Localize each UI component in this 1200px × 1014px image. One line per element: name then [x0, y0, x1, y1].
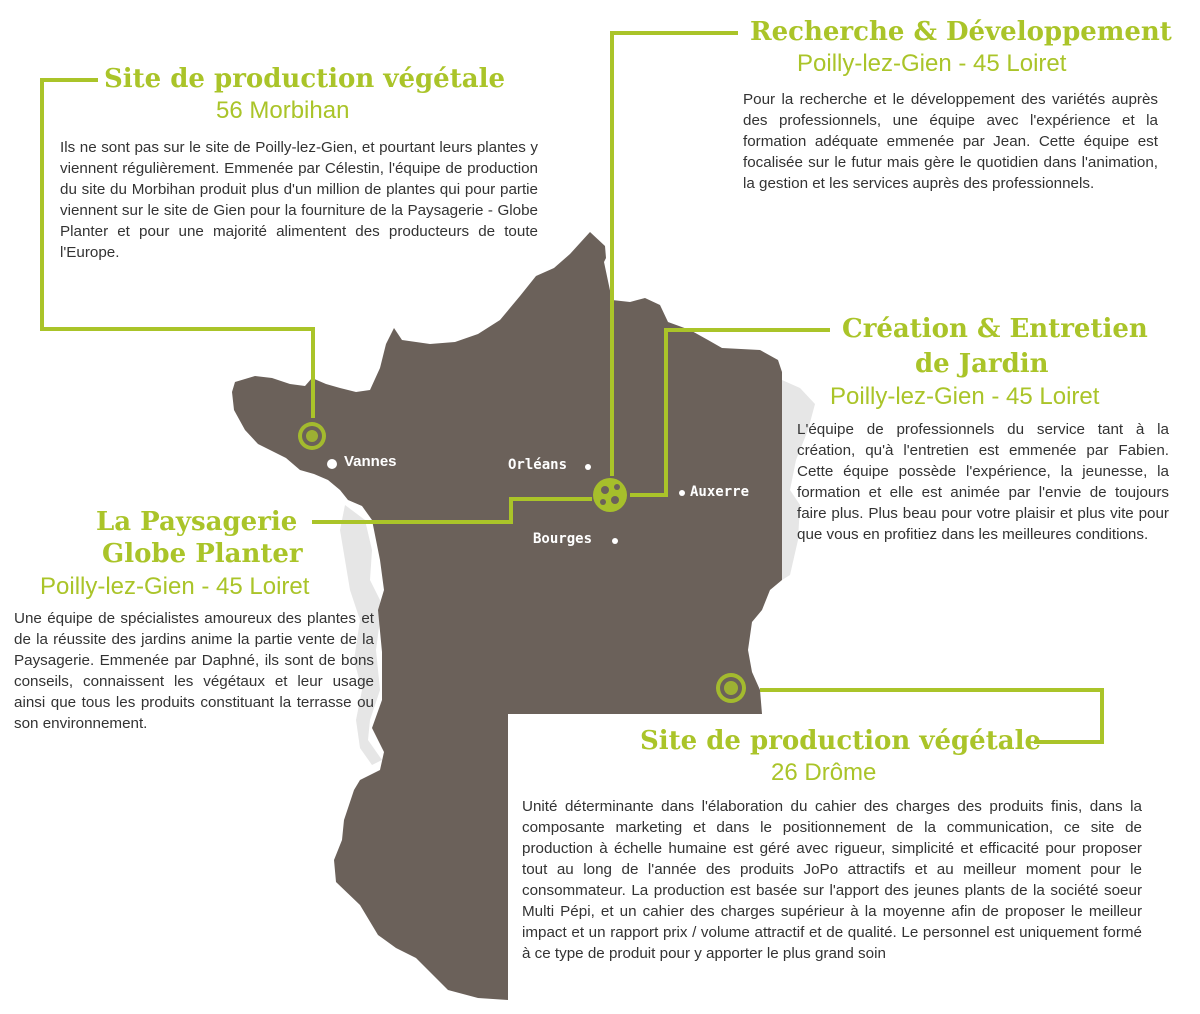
paysagerie-text: Une équipe de spécialistes amoureux des plantes et de la réussite des jardins anime la partie vente de la Paysagerie. Emmenée par Daphné, ils sont de bons conseils, connaissent les végétaux et leur usage ainsi que tous les produits constituant la terrasse ou son environnement.	[14, 610, 374, 732]
orleans-dot	[585, 464, 591, 470]
drome-title: Site de production végétale	[640, 726, 1041, 756]
city-auxerre: Auxerre	[690, 484, 750, 500]
creation-title-line1: Création & Entretien	[842, 314, 1148, 344]
morbihan-title: Site de production végétale	[104, 64, 505, 94]
vannes-dot	[327, 459, 337, 469]
paysagerie-title-line2: Globe Planter	[102, 539, 303, 569]
rd-subtitle: Poilly-lez-Gien - 45 Loiret	[797, 50, 1067, 77]
city-orleans: Orléans	[508, 457, 568, 473]
paysagerie-subtitle: Poilly-lez-Gien - 45 Loiret	[40, 573, 310, 600]
auxerre-dot	[679, 490, 685, 496]
marker-morbihan	[298, 422, 326, 450]
paysagerie-title-line1: La Paysagerie	[96, 507, 298, 537]
city-vannes: Vannes	[344, 453, 397, 470]
creation-title-line2: de Jardin	[915, 349, 1049, 379]
creation-text: L'équipe de professionnels du service tant à la création, qu'à l'entretien est emmenée par Fabien. Cette équipe possède l'expérience, la jeunesse, la formation et elle est animée par l'envie de toujours faire plus. Plus beau pour votre plaisir et plus vite pour que vous en profitiez dans les meilleures conditions.	[797, 421, 1169, 543]
marker-drome	[716, 673, 746, 703]
marker-gien	[593, 478, 627, 512]
morbihan-text: Ils ne sont pas sur le site de Poilly-lez-Gien, et pourtant leurs plantes y viennent régulièrement. Emmenée par Célestin, l'équipe de production du site du Morbihan produit plus d'un million de plantes qui pour partie viennent sur le site de Gien pour la fourniture de la Paysagerie - Globe Planter et pour une majorité alimentent des producteurs de toute l'Europe.	[60, 139, 538, 261]
rd-title: Recherche & Développement	[750, 17, 1172, 47]
bourges-dot	[612, 538, 618, 544]
drome-text: Unité déterminante dans l'élaboration du cahier des charges des produits finis, dans la composante marketing et dans le positionnement de la communication, ce site de production à échelle humaine est géré avec rigueur, simplicité et efficacité pour proposer tout au long de l'année des produits JoPo attractifs et au meilleur moment pour le consommateur. La production est basée sur l'apport des jeunes plants de la société soeur Multi Pépi, et un cahier des charges supérieur à la moyenne afin de proposer le meilleur impact et un rapport prix / volume attractif et de qualité. Le personnel est uniquement formé à ce type de produit pour y apporter le plus grand soin	[522, 798, 1142, 962]
creation-subtitle: Poilly-lez-Gien - 45 Loiret	[830, 383, 1100, 410]
city-bourges: Bourges	[533, 531, 593, 547]
rd-text: Pour la recherche et le développement des variétés auprès des professionnels, une équipe avec l'expérience et la formation adéquate emmenée par Jean. Cette équipe est focalisée sur le futur mais gère le quotidien dans l'animation, la gestion et les services auprès des professionnels.	[743, 91, 1158, 192]
morbihan-subtitle: 56 Morbihan	[216, 97, 350, 124]
drome-subtitle: 26 Drôme	[771, 759, 877, 786]
